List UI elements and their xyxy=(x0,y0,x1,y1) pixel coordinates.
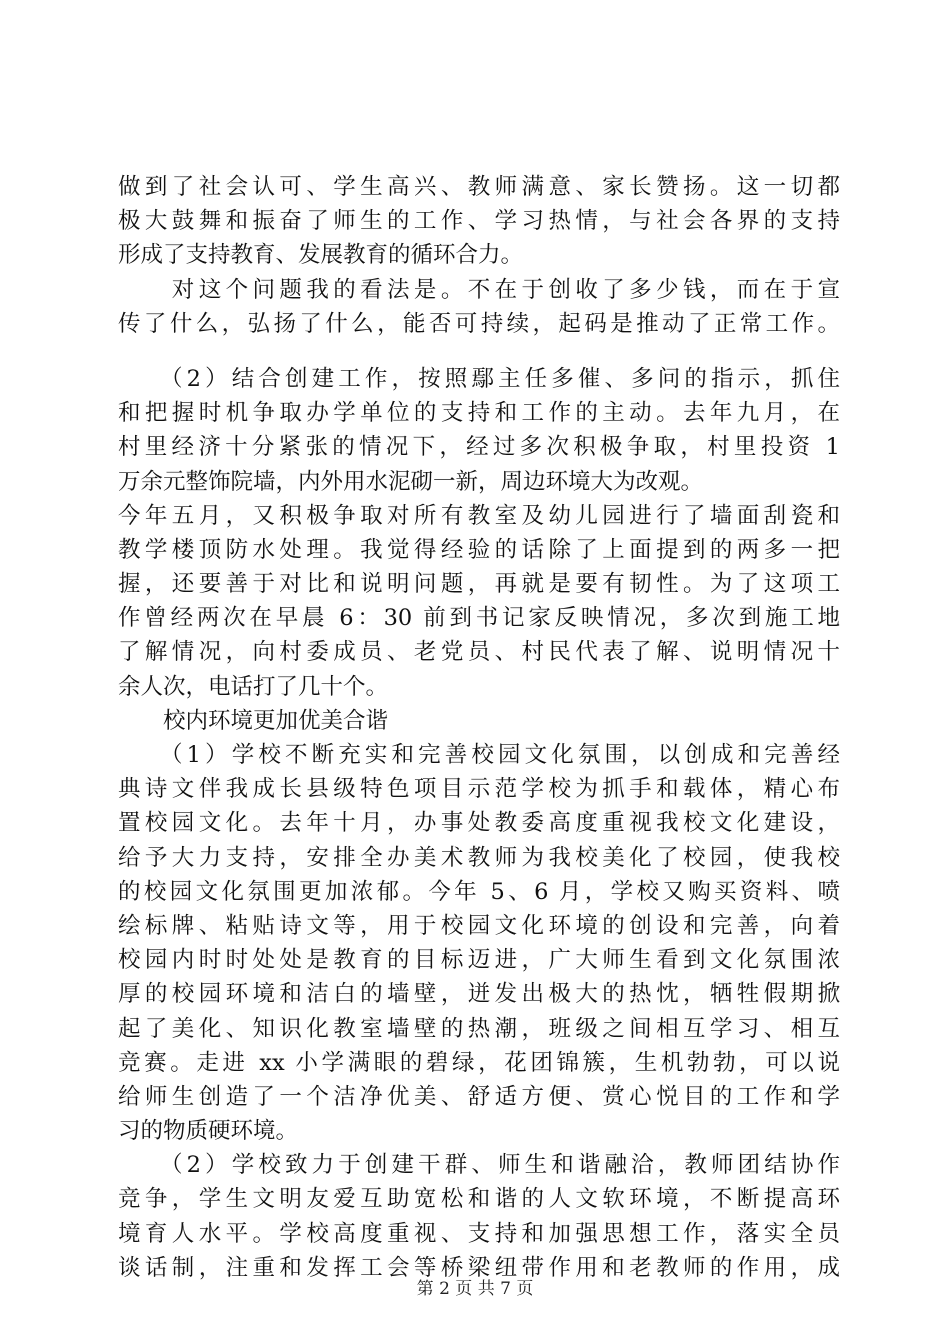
text-line: （2）学校致力于创建干群、师生和谐融洽，教师团结协作 xyxy=(118,1152,840,1179)
text-line: 做到了社会认可、学生高兴、教师满意、家长赞扬。这一切都 xyxy=(118,174,840,200)
text-line: （2）结合创建工作，按照鄢主任多催、多问的指示，抓住 xyxy=(118,365,840,392)
text-line: 竞争，学生文明友爱互助宽松和谐的人文软环境，不断提高环 xyxy=(118,1186,840,1213)
text-line: 起了美化、知识化教室墙壁的热潮，班级之间相互学习、相互 xyxy=(118,1015,840,1042)
text-line: 对这个问题我的看法是。不在于创收了多少钱，而在于宣 xyxy=(118,276,840,303)
text-line: 给予大力支持，安排全办美术教师为我校美化了校园，使我校 xyxy=(118,844,840,871)
text-line: 极大鼓舞和振奋了师生的工作、学习热情，与社会各界的支持 xyxy=(118,208,840,235)
text-line: 余人次，电话打了几十个。 xyxy=(118,673,389,700)
section-heading: 校内环境更加优美合谐 xyxy=(118,707,389,734)
text-line: 的校园文化氛围更加浓郁。今年 5、6 月，学校又购买资料、喷 xyxy=(118,878,840,905)
text-line: 握，还要善于对比和说明问题，再就是要有韧性。为了这项工 xyxy=(118,571,840,598)
text-line: 厚的校园环境和洁白的墙壁，迸发出极大的热忱，牺牲假期掀 xyxy=(118,981,840,1008)
text-line: 习的物质硬环境。 xyxy=(118,1118,299,1145)
text-line: 了解情况，向村委成员、老党员、村民代表了解、说明情况十 xyxy=(118,639,840,666)
text-line: 今年五月，又积极争取对所有教室及幼儿园进行了墙面刮瓷和 xyxy=(118,502,840,529)
document-body xyxy=(118,170,840,1285)
text-line: 典诗文伴我成长县级特色项目示范学校为抓手和载体，精心布 xyxy=(118,776,840,803)
paragraph-gap xyxy=(118,341,840,362)
text-line: 教学楼顶防水处理。我觉得经验的话除了上面提到的两多一把 xyxy=(118,536,840,563)
text-line: 形成了支持教育、发展教育的循环合力。 xyxy=(118,242,524,269)
text-line: 竞赛。走进 xx 小学满眼的碧绿，花团锦簇，生机勃勃，可以说 xyxy=(118,1049,840,1076)
text-line: 村里经济十分紧张的情况下，经过多次积极争取，村里投资 1 xyxy=(118,434,840,461)
text-line: 给师生创造了一个洁净优美、舒适方便、赏心悦目的工作和学 xyxy=(118,1083,840,1110)
text-line: 校园内时时处处是教育的目标迈进，广大师生看到文化氛围浓 xyxy=(118,947,840,974)
text-line: 置校园文化。去年十月，办事处教委高度重视我校文化建设， xyxy=(118,810,840,837)
text-line: 谈话制，注重和发挥工会等桥梁纽带作用和老教师的作用，成 xyxy=(118,1254,840,1281)
text-line: 境育人水平。学校高度重视、支持和加强思想工作，落实全员 xyxy=(118,1220,840,1247)
text-line: 绘标牌、粘贴诗文等，用于校园文化环境的创设和完善，向着 xyxy=(118,912,840,939)
text-line: （1）学校不断充实和完善校园文化氛围，以创成和完善经 xyxy=(118,742,840,768)
text-line: 和把握时机争取办学单位的支持和工作的主动。去年九月，在 xyxy=(118,400,840,427)
text-line: 传了什么，弘扬了什么，能否可持续，起码是推动了正常工作。 xyxy=(118,310,840,337)
text-line: 万余元整饰院墙，内外用水泥砌一新，周边环境大为改观。 xyxy=(118,468,704,495)
text-line: 作曾经两次在早晨 6：30 前到书记家反映情况，多次到施工地 xyxy=(118,605,840,632)
page-number-footer: 第 2 页 共 7 页 xyxy=(416,1279,534,1299)
